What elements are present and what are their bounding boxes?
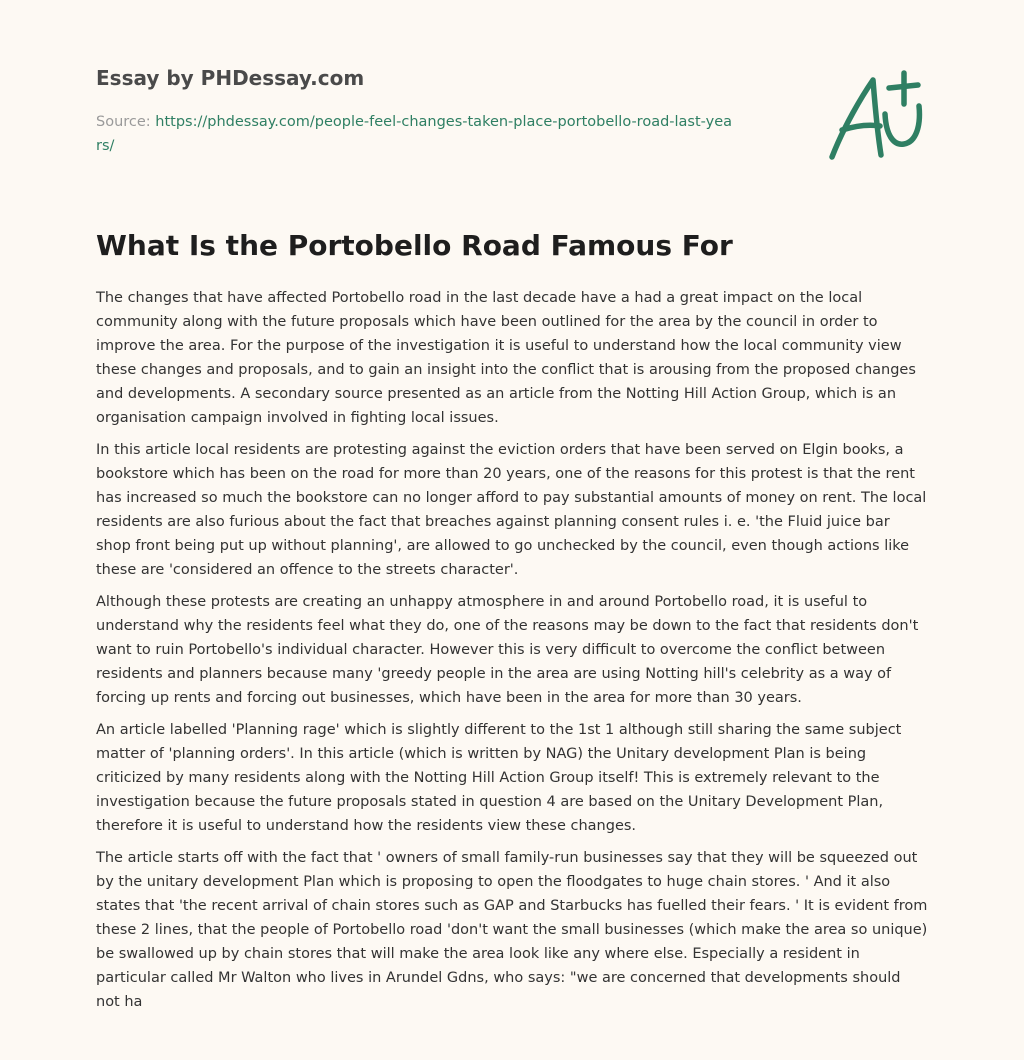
a-plus-grade-icon: [828, 68, 928, 164]
essay-paragraph: The article starts off with the fact that ' owners of small family-run businesses say that they will be squeezed out by the unitary development Plan which is proposing to open the floodgates to huge chain stores. ' And it also states that 'the recent arrival of chain stores such as GAP and Starbucks has fuelled their fears. ' It is evident from these 2 lines, that the people of Portobello road 'don't want the small businesses (which make the area so unique) be swallowed up by chain stores that will make the area look like any where else. Especially a resident in particular called Mr Walton who lives in Arundel Gdns, who says: "we are concerned that developments should not ha: [96, 850, 928, 1010]
source-line: [96, 110, 736, 158]
source-label: Source:: [96, 114, 156, 130]
essay-title: What Is the Portobello Road Famous For: [96, 229, 733, 262]
essay-paragraph: In this article local residents are protesting against the eviction orders that have been served on Elgin books, a bookstore which has been on the road for more than 20 years, one of the reasons for this protest is that the rent has increased so much the bookstore can no longer afford to pay substantial amounts of money on rent. The local residents are also furious about the fact that breaches against planning consent rules i. e. 'the Fluid juice bar shop front being put up without planning', are allowed to go unchecked by the council, even though actions like these are 'considered an offence to the streets character'.: [96, 442, 927, 578]
page-header: [96, 0, 928, 200]
essay-paragraph: An article labelled 'Planning rage' which is slightly different to the 1st 1 although still sharing the same subject matter of 'planning orders'. In this article (which is written by NAG) the Unitary development Plan is being criticized by many residents along with the Notting Hill Action Group itself! This is extremely relevant to the investigation because the future proposals stated in question 4 are based on the Unitary Development Plan, therefore it is useful to understand how the residents view these changes.: [96, 722, 902, 834]
essay-paragraph: Although these protests are creating an unhappy atmosphere in and around Portobello road, it is useful to understand why the residents feel what they do, one of the reasons may be down to the fact that residents don't want to ruin Portobello's individual character. However this is very difficult to overcome the conflict between residents and planners because many 'greedy people in the area are using Notting hill's celebrity as a way of forcing up rents and forcing out businesses, which have been in the area for more than 30 years.: [96, 594, 919, 706]
source-link[interactable]: https://phdessay.com/people-feel-changes-taken-place-portobello-road-last-years/: [96, 114, 733, 154]
essay-body: [96, 286, 928, 1022]
site-title: Essay by PHDessay.com: [96, 66, 365, 90]
essay-paragraph: The changes that have affected Portobello road in the last decade have a had a great impact on the local community along with the future proposals which have been outlined for the area by the council in order to improve the area. For the purpose of the investigation it is useful to understand how the local community view these changes and proposals, and to gain an insight into the conflict that is arousing from the proposed changes and developments. A secondary source presented as an article from the Notting Hill Action Group, which is an organisation campaign involved in fighting local issues.: [96, 290, 916, 426]
a-plus-grade-icon-svg: [828, 68, 928, 164]
